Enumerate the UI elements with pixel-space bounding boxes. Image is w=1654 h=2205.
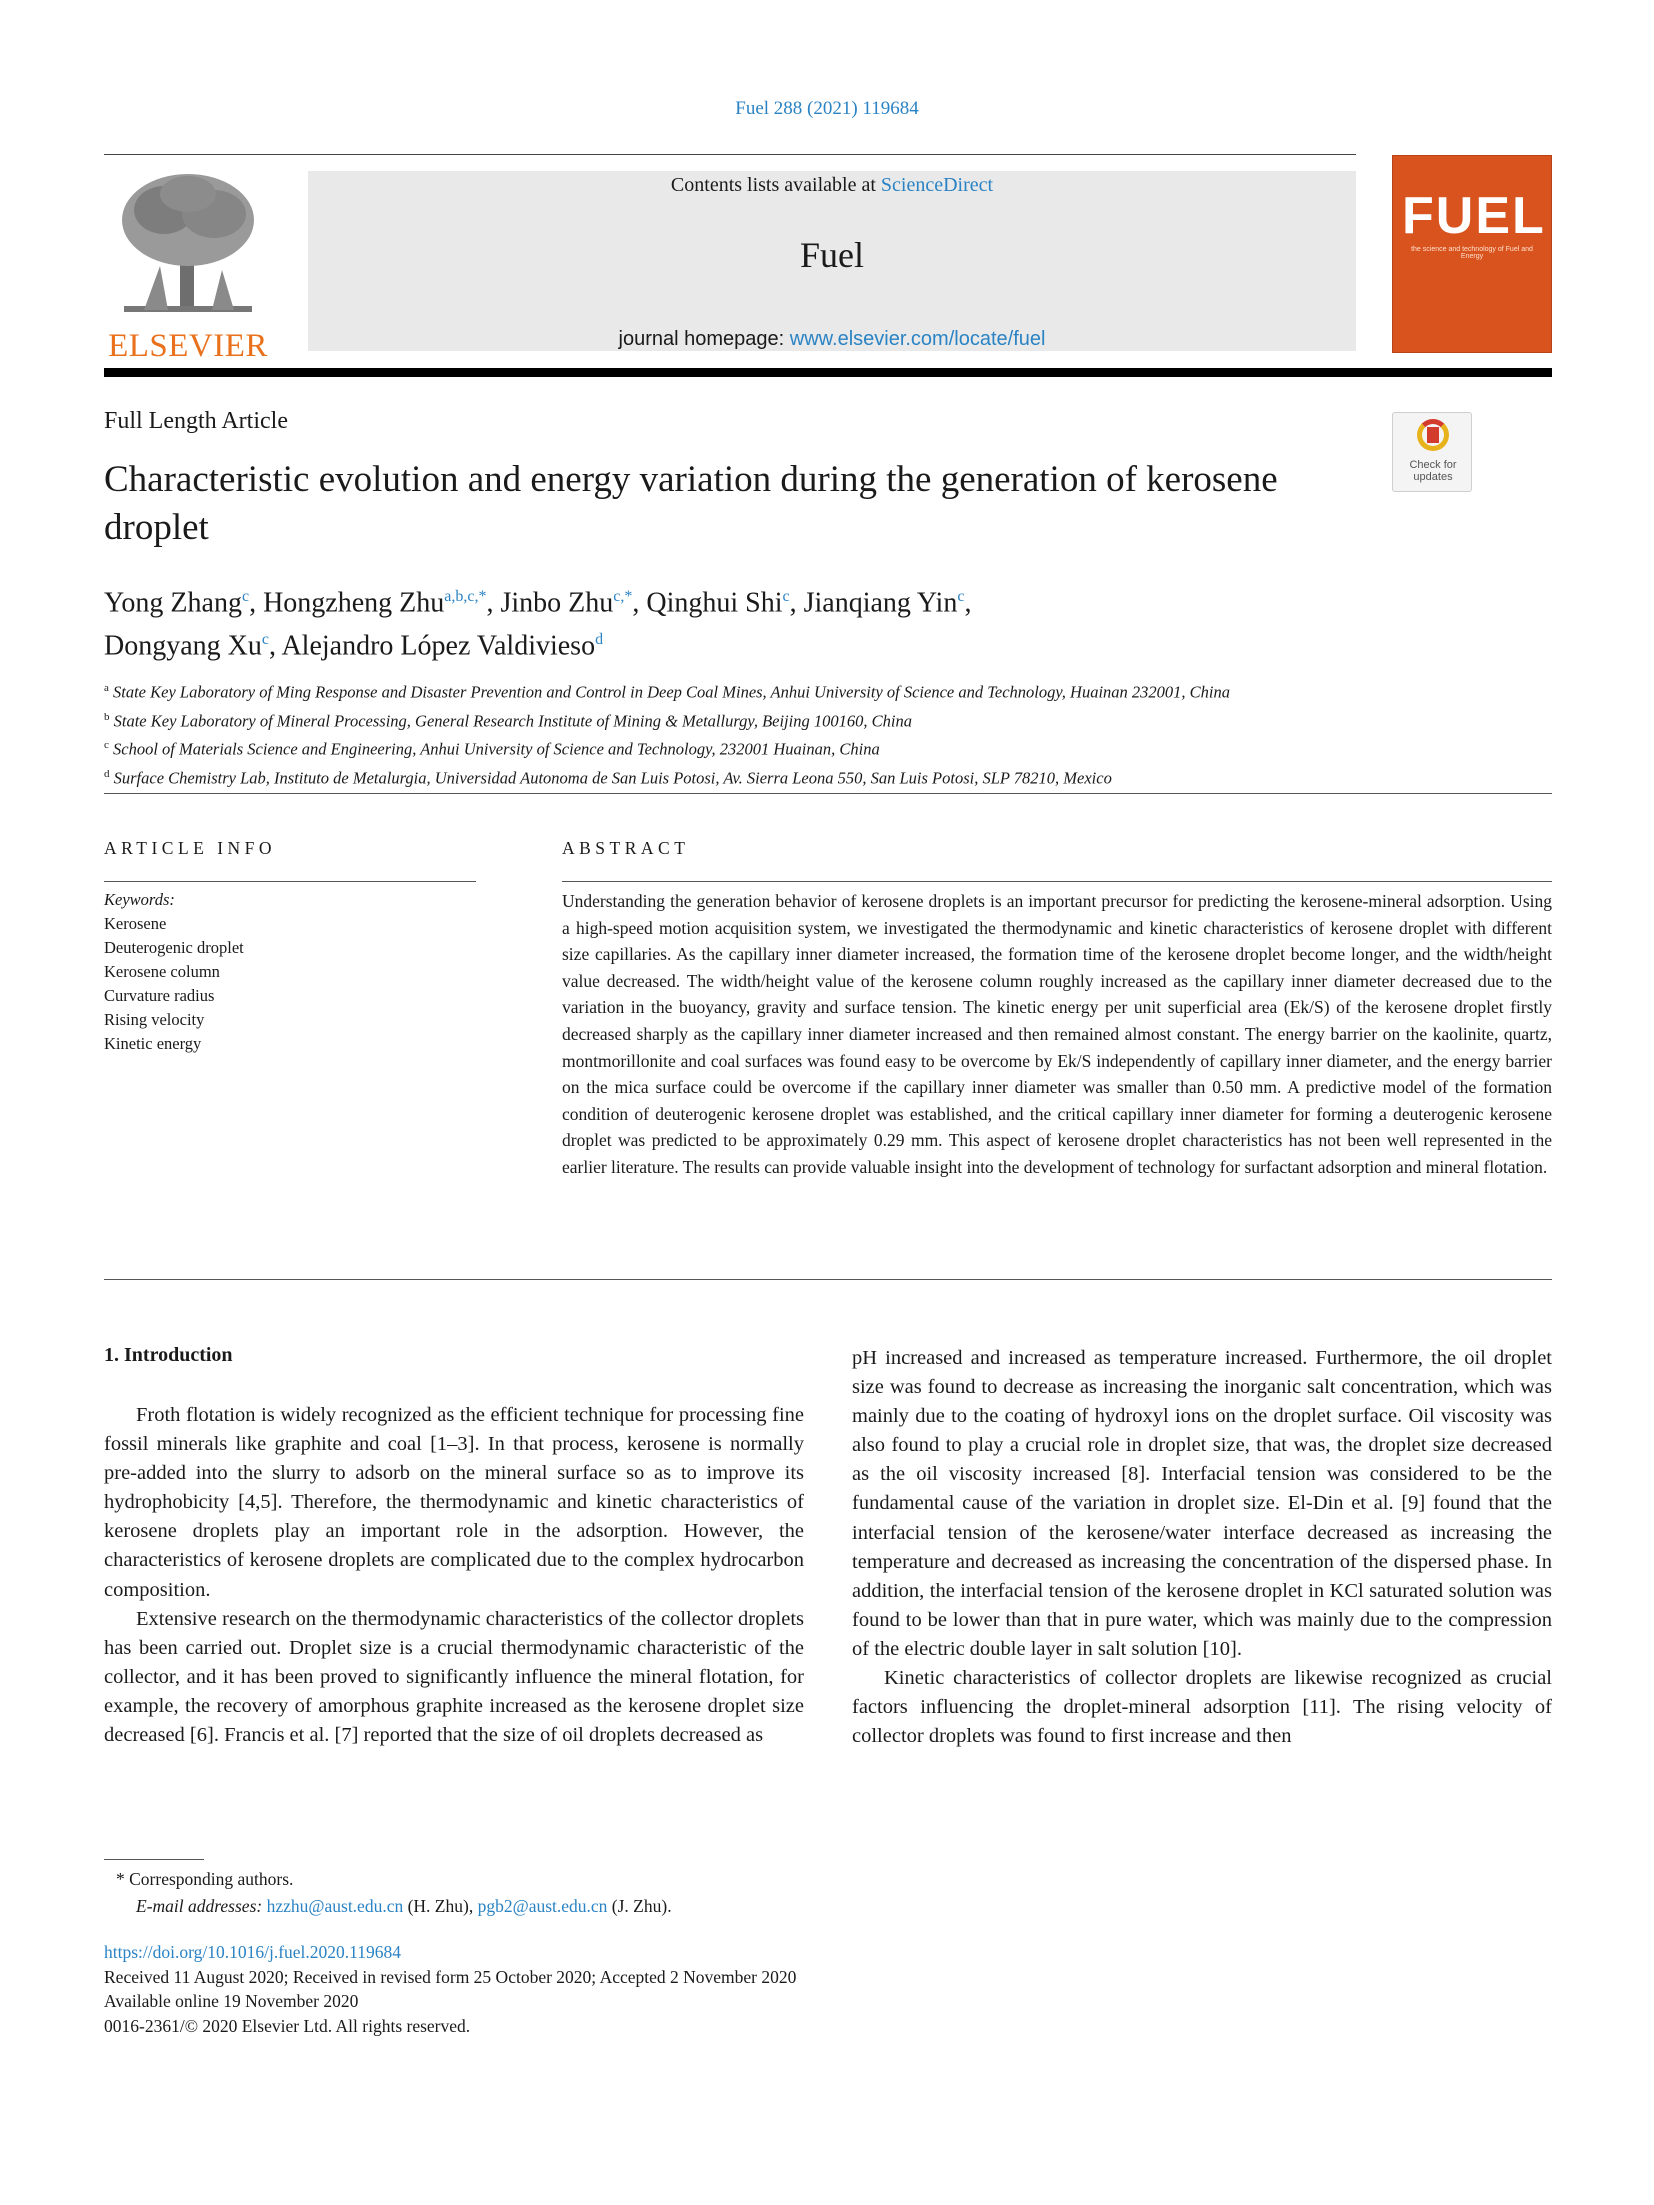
email-line <box>104 1893 904 1920</box>
author-name[interactable]: Dongyang Xu <box>104 630 262 662</box>
author-separator: , <box>789 587 804 619</box>
keywords-block <box>104 888 476 1056</box>
doi-link[interactable]: https://doi.org/10.1016/j.fuel.2020.119684 <box>104 1942 402 1962</box>
email-label: E-mail addresses: <box>136 1896 267 1916</box>
header-thick-rule <box>104 368 1552 377</box>
cover-title: FUEL <box>1402 187 1546 245</box>
keywords-label: Keywords: <box>104 890 175 909</box>
body-paragraph: Extensive research on the thermodynamic characteristics of the collector droplets has been carried out. Droplet size is a crucial thermodynamic characteristic of the collector, and it has been proved to significantly influence the mineral flotation, for example, the recovery of amorphous graphite increased as the kerosene droplet size decreased [6]. Francis et al. [7] reported that the size of oil droplets decreased as <box>104 1607 804 1747</box>
check-updates-label: Check for updates <box>1409 459 1457 483</box>
keyword-item: Kerosene column <box>104 962 220 981</box>
author-affiliation-marker[interactable]: a,b,c,* <box>444 588 487 605</box>
corresponding-note: * Corresponding authors. <box>116 1869 294 1889</box>
body-paragraph: pH increased and increased as temperature increased. Furthermore, the oil droplet size was found to decrease as increasing the inorganic salt concentration, which was mainly due to the coating of hydroxyl ions on the droplet surface. Oil viscosity was also found to play a crucial role in droplet size, that was, the droplet size decreased as the oil viscosity increased [8]. Interfacial tension was considered to be the fundamental cause of the variation in droplet size. El-Din et al. [9] found that the interfacial tension of the kerosene/water interface decreased as increasing the temperature and decreased as increasing the concentration of the dispersed phase. In addition, the interfacial tension of the kerosene droplet in KCl saturated solution was found to be lower than that in pure water, which was mainly due to the compression of the electric double layer in salt solution [10]. <box>852 1347 1552 1660</box>
article-info-heading: ARTICLE INFO <box>104 838 277 858</box>
author-name[interactable]: Jinbo Zhu <box>500 587 614 619</box>
affiliation-marker: c <box>104 739 109 751</box>
affiliation-marker: d <box>104 767 110 780</box>
email-link[interactable]: pgb2@aust.edu.cn <box>477 1896 608 1916</box>
author-name[interactable]: Qinghui Shi <box>646 587 783 619</box>
keyword-item: Kinetic energy <box>104 1034 202 1053</box>
cover-subtitle: the science and technology of Fuel and Energy <box>1411 246 1533 260</box>
divider <box>104 793 1552 794</box>
journal-reference[interactable]: Fuel 288 (2021) 119684 <box>735 98 919 119</box>
footnotes <box>104 1866 904 1920</box>
affiliation-text: State Key Laboratory of Mineral Processing, General Research Institute of Mining & Metallurgy, Beijing 100160, China <box>113 711 912 730</box>
sciencedirect-link[interactable]: ScienceDirect <box>880 174 994 196</box>
email-owner: (H. Zhu), <box>403 1896 478 1916</box>
author-separator: , <box>964 587 972 619</box>
homepage-prefix: journal homepage: <box>618 328 790 350</box>
affiliation-text: Surface Chemistry Lab, Instituto de Metalurgia, Universidad Autonoma de San Luis Potosi, Av. Sierra Leona 550, San Luis Potosi, SLP 78210, Mexico <box>113 768 1112 787</box>
author-affiliation-marker[interactable]: d <box>595 631 604 649</box>
body-paragraph: Kinetic characteristics of collector droplets are likewise recognized as crucial factors influencing the droplet-mineral adsorption [11]. The rising velocity of collector droplets was found to first increase and then <box>852 1667 1552 1748</box>
author-affiliation-marker[interactable]: c <box>261 631 269 649</box>
abstract-text: Understanding the generation behavior of kerosene droplets is an important precursor for predicting the kerosene-mineral adsorption. Using a high-speed motion acquisition system, we investigated the thermodynamic and kinetic characteristics of kerosene droplet with different size capillaries. As the capillary inner diameter increased, the formation time of the kerosene droplet become longer, and the width/height value decreased. The width/height value of the kerosene column roughly increased as the capillary inner diameter decreased due to the variation in the buoyancy, gravity and surface tension. The kinetic energy per unit superficial area (Ek/S) of the kerosene droplet firstly decreased sharply as the capillary inner diameter increased and then remained almost constant. The energy barrier on the kaolinite, quartz, montmorillonite and coal surfaces was found easy to be overcome by Ek/S independently of capillary inner diameter, and the energy barrier on the mica surface could be overcome if the capillary inner diameter was smaller than 0.50 mm. A predictive model of the formation condition of deuterogenic kerosene droplet was established, and the critical capillary inner diameter for forming a deuterogenic kerosene droplet was predicted to be approximately 0.29 mm. This aspect of kerosene droplet characteristics has not been well represented in the earlier literature. The results can provide valuable insight into the development of technology for surfactant adsorption and mineral flotation. <box>562 891 1552 1177</box>
check-for-updates-button[interactable] <box>1392 412 1472 492</box>
contents-prefix: Contents lists available at <box>670 174 881 196</box>
author-list <box>104 578 1404 665</box>
author-separator: , <box>632 587 647 619</box>
affiliation-item <box>104 733 1464 762</box>
affiliation-list <box>104 676 1464 790</box>
body-paragraph: Froth flotation is widely recognized as the efficient technique for processing fine fossil minerals like graphite and coal [1–3]. In that process, kerosene is normally pre-added into the slurry to adsorb on the mineral surface so as to improve its hydrophobicity [4,5]. Therefore, the thermodynamic and kinetic characteristics of kerosene droplets play an important role in the adsorption. However, the characteristics of kerosene droplets are complicated due to the complex hydrocarbon composition. <box>104 1404 804 1601</box>
divider <box>104 1279 1552 1280</box>
author-separator: , <box>486 587 501 619</box>
article-type: Full Length Article <box>104 408 288 434</box>
bookmark-icon <box>1427 427 1439 443</box>
journal-name: Fuel <box>799 235 864 275</box>
author-name[interactable]: Yong Zhang <box>104 587 242 619</box>
copyright: 0016-2361/© 2020 Elsevier Ltd. All rights reserved. <box>104 2015 471 2036</box>
section-heading-introduction: 1. Introduction <box>104 1344 233 1366</box>
homepage-link[interactable]: www.elsevier.com/locate/fuel <box>789 328 1046 350</box>
divider <box>562 881 1552 882</box>
author-separator: , <box>268 630 282 662</box>
author-name[interactable]: Alejandro López Valdivieso <box>281 630 596 662</box>
keyword-item: Curvature radius <box>104 986 215 1005</box>
affiliation-marker: b <box>104 710 110 723</box>
author-affiliation-marker[interactable]: c <box>957 588 965 605</box>
affiliation-text: State Key Laboratory of Ming Response and Disaster Prevention and Control in Deep Coal Mines, Anhui University of Science and Technology, Huainan 232001, China <box>113 682 1231 702</box>
email-link[interactable]: hzzhu@aust.edu.cn <box>266 1896 404 1916</box>
abstract-heading: ABSTRACT <box>562 838 690 858</box>
affiliation-text: School of Materials Science and Engineering, Anhui University of Science and Technology, 232001 Huainan, China <box>113 739 880 759</box>
keyword-item: Rising velocity <box>104 1010 205 1029</box>
received-dates: Received 11 August 2020; Received in revised form 25 October 2020; Accepted 2 November 2020 <box>104 1966 797 1987</box>
affiliation-marker: a <box>104 682 109 694</box>
keyword-item: Kerosene <box>104 914 167 933</box>
top-rule <box>104 154 1356 155</box>
author-separator: , <box>249 587 264 619</box>
author-affiliation-marker[interactable]: c <box>241 588 250 605</box>
affiliation-item <box>104 762 1464 791</box>
email-owner: (J. Zhu). <box>607 1896 672 1916</box>
author-affiliation-marker[interactable]: c <box>782 588 790 605</box>
body-column-left <box>104 1401 804 1750</box>
article-title: Characteristic evolution and energy variation during the generation of kerosene droplet <box>104 459 1278 548</box>
available-online: Available online 19 November 2020 <box>104 1991 359 2011</box>
author-name[interactable]: Hongzheng Zhu <box>263 587 445 619</box>
publisher-name: ELSEVIER <box>108 328 268 364</box>
journal-homepage-line <box>308 328 1356 351</box>
affiliation-item <box>104 676 1464 705</box>
contents-available-line <box>308 174 1356 197</box>
author-name[interactable]: Jianqiang Yin <box>803 587 958 619</box>
author-affiliation-marker[interactable]: c,* <box>613 588 633 605</box>
keyword-item: Deuterogenic droplet <box>104 938 244 957</box>
affiliation-item <box>104 705 1464 734</box>
divider <box>104 881 476 882</box>
publication-info <box>104 1940 1104 2038</box>
body-column-right <box>852 1344 1552 1751</box>
footnote-rule <box>104 1859 204 1860</box>
